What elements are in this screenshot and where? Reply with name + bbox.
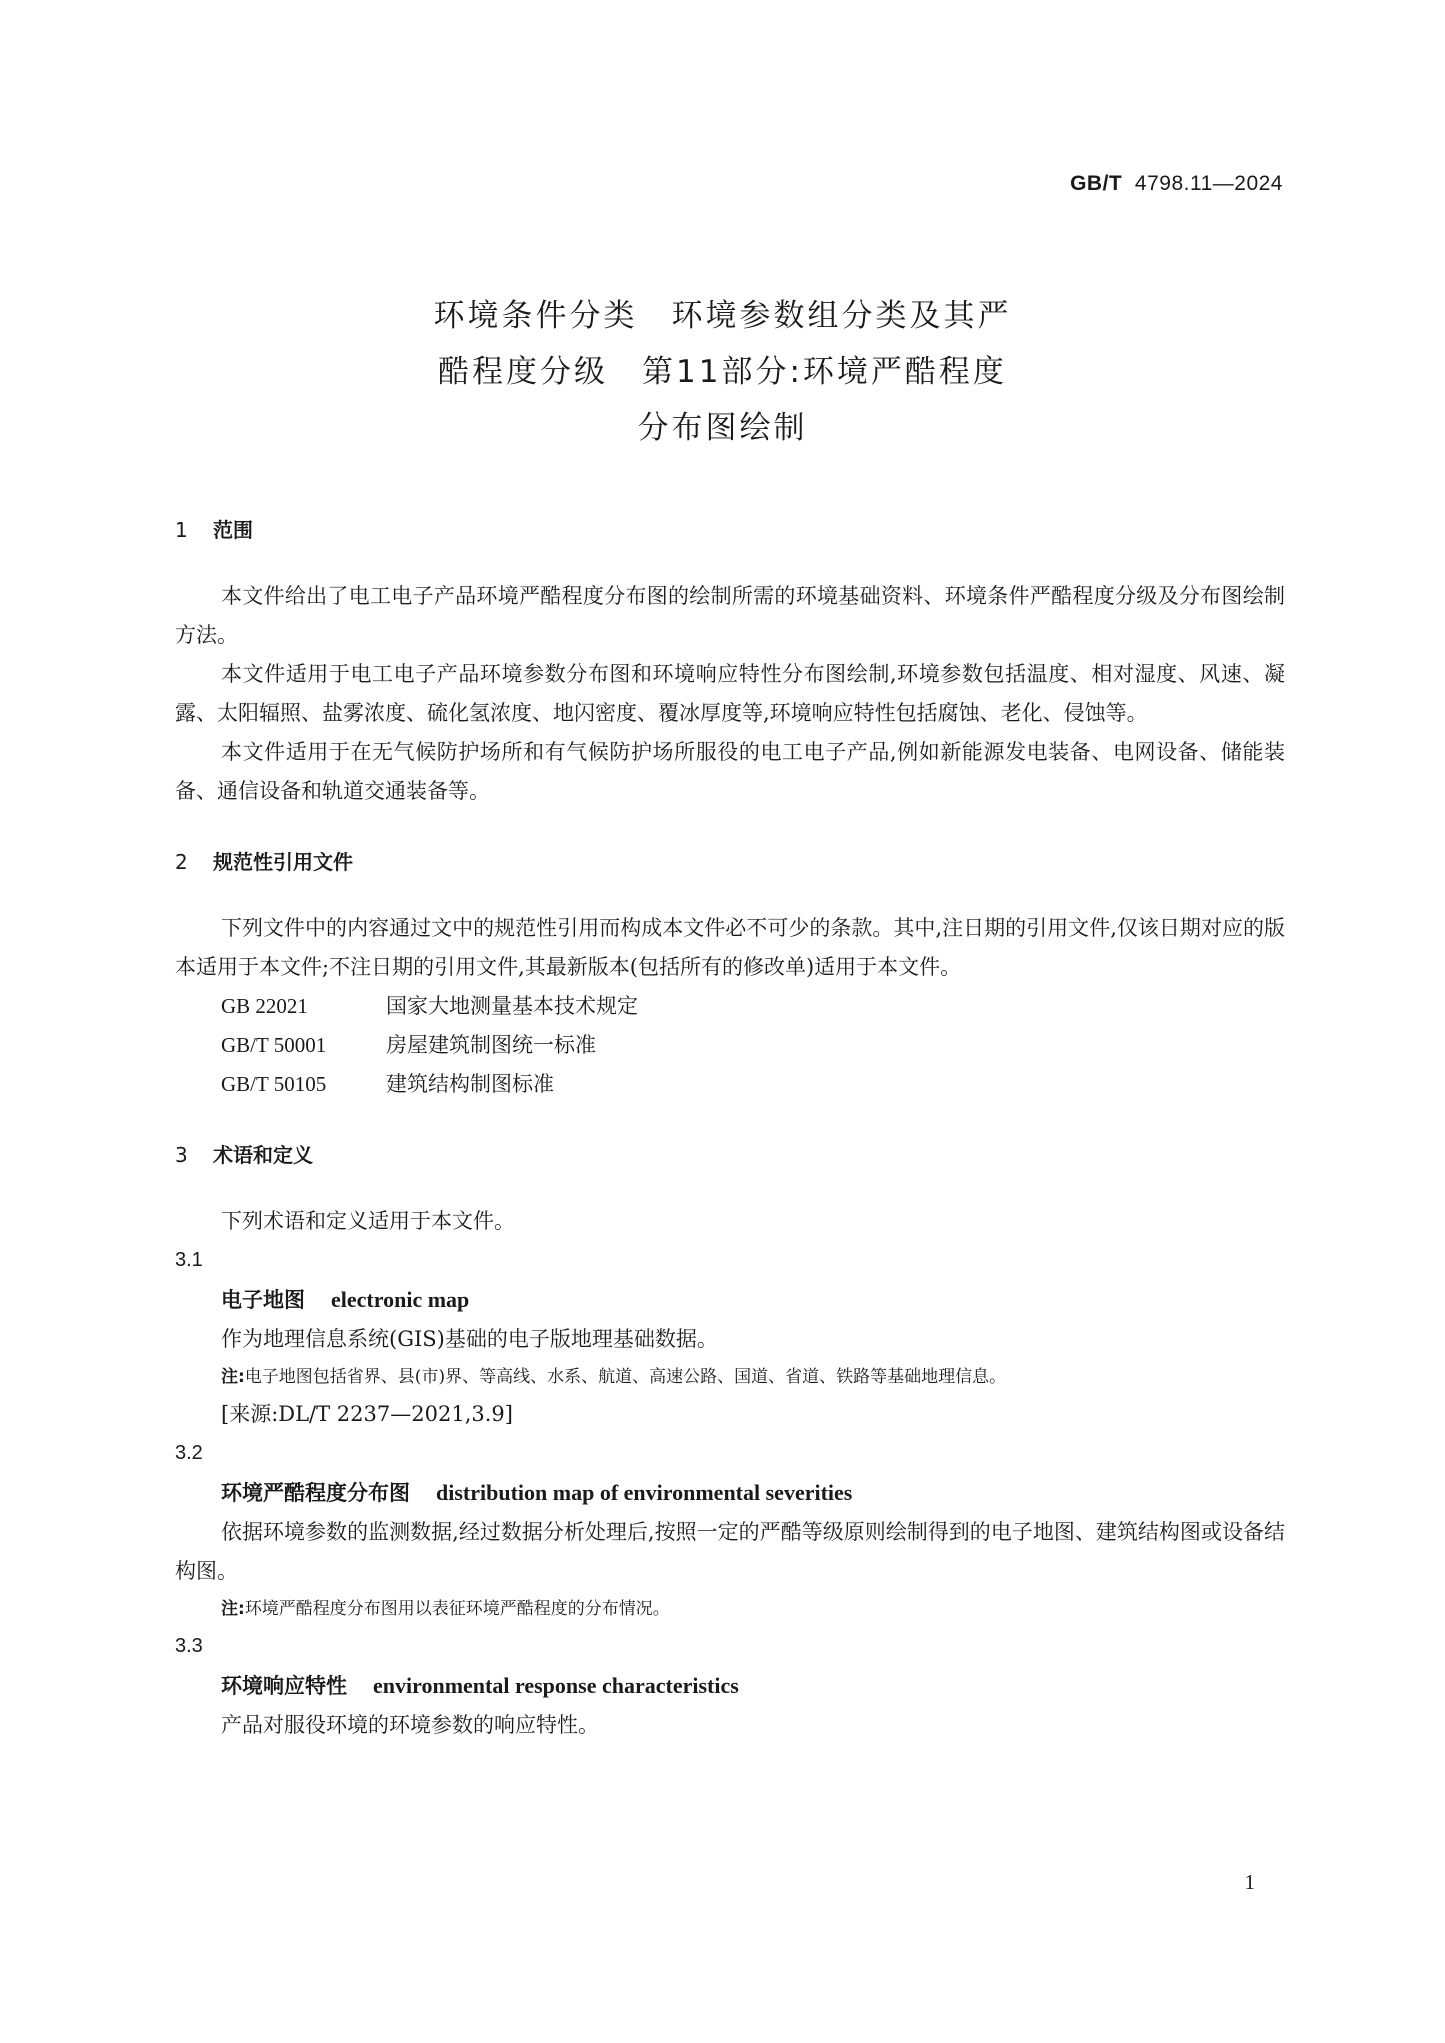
note-text: 环境严酷程度分布图用以表征环境严酷程度的分布情况。 [244, 1599, 670, 1619]
paragraph: 下列术语和定义适用于本文件。 [221, 1209, 515, 1233]
term-definition: 产品对服役环境的环境参数的响应特性。 [221, 1713, 599, 1737]
term-number: 3.2 [175, 1442, 203, 1464]
section-2-heading [175, 847, 1285, 877]
reference-code: GB 22021 [221, 994, 308, 1018]
term-source: [来源:DL/T 2237—2021,3.9] [221, 1402, 513, 1426]
section-number: 1 [175, 518, 188, 542]
term-name [175, 1473, 1285, 1513]
term-name-en: environmental response characteristics [373, 1673, 739, 1698]
reference-item [175, 1065, 1285, 1104]
term-number: 3.1 [175, 1249, 203, 1271]
term-name-en: electronic map [331, 1287, 470, 1312]
term-name-zh: 电子地图 [221, 1288, 305, 1312]
term-note [175, 1359, 1285, 1395]
title-line-2: 酷程度分级 第11部分:环境严酷程度 [438, 354, 1007, 390]
page-number: 1 [1244, 1870, 1255, 1894]
paragraph: 本文件给出了电工电子产品环境严酷程度分布图的绘制所需的环境基础资料、环境条件严酷程度分级及分布图绘制方法。 [175, 584, 1285, 647]
reference-item [175, 1026, 1285, 1065]
reference-code: GB/T 50105 [221, 1072, 327, 1096]
section-3-heading [175, 1140, 1285, 1170]
term-definition: 作为地理信息系统(GIS)基础的电子版地理基础数据。 [221, 1327, 718, 1351]
section-1-heading [175, 515, 1285, 545]
reference-item [175, 987, 1285, 1026]
section-number: 2 [175, 850, 188, 874]
section-title: 术语和定义 [213, 1143, 313, 1167]
reference-title: 房屋建筑制图统一标准 [386, 1033, 596, 1057]
standard-code-prefix: GB/T [1070, 172, 1123, 195]
note-label: 注: [221, 1367, 245, 1387]
term-definition: 依据环境参数的监测数据,经过数据分析处理后,按照一定的严酷等级原则绘制得到的电子地图、建筑结构图或设备结构图。 [175, 1520, 1285, 1583]
title-line-1: 环境条件分类 环境参数组分类及其严 [433, 298, 1012, 334]
standard-code-number: 4798.11—2024 [1134, 172, 1283, 195]
reference-title: 建筑结构制图标准 [386, 1072, 554, 1096]
section-title: 规范性引用文件 [213, 850, 353, 874]
paragraph: 下列文件中的内容通过文中的规范性引用而构成本文件必不可少的条款。其中,注日期的引用文件,仅该日期对应的版本适用于本文件;不注日期的引用文件,其最新版本(包括所有的修改单)适用于本文件。 [175, 916, 1285, 979]
reference-code: GB/T 50001 [221, 1033, 327, 1057]
reference-title: 国家大地测量基本技术规定 [386, 994, 638, 1018]
term-name-zh: 环境严酷程度分布图 [221, 1481, 410, 1505]
section-number: 3 [175, 1143, 188, 1167]
document-title [160, 288, 1285, 456]
term-name-en: distribution map of environmental severities [436, 1480, 853, 1505]
term-number: 3.3 [175, 1635, 203, 1657]
note-text: 电子地图包括省界、县(市)界、等高线、水系、航道、高速公路、国道、省道、铁路等基础地理信息。 [244, 1367, 1007, 1387]
document-body [175, 515, 1285, 1745]
title-line-3: 分布图绘制 [637, 410, 808, 446]
paragraph: 本文件适用于在无气候防护场所和有气候防护场所服役的电工电子产品,例如新能源发电装备、电网设备、储能装备、通信设备和轨道交通装备等。 [175, 740, 1285, 803]
term-note [175, 1591, 1285, 1627]
section-title: 范围 [213, 518, 253, 542]
term-name [175, 1666, 1285, 1706]
term-name [175, 1280, 1285, 1320]
paragraph: 本文件适用于电工电子产品环境参数分布图和环境响应特性分布图绘制,环境参数包括温度、相对湿度、风速、凝露、太阳辐照、盐雾浓度、硫化氢浓度、地闪密度、覆冰厚度等,环境响应特性包括腐蚀、老化、侵蚀等。 [175, 662, 1285, 725]
standard-code [1070, 172, 1283, 196]
term-name-zh: 环境响应特性 [221, 1674, 347, 1698]
note-label: 注: [221, 1599, 245, 1619]
